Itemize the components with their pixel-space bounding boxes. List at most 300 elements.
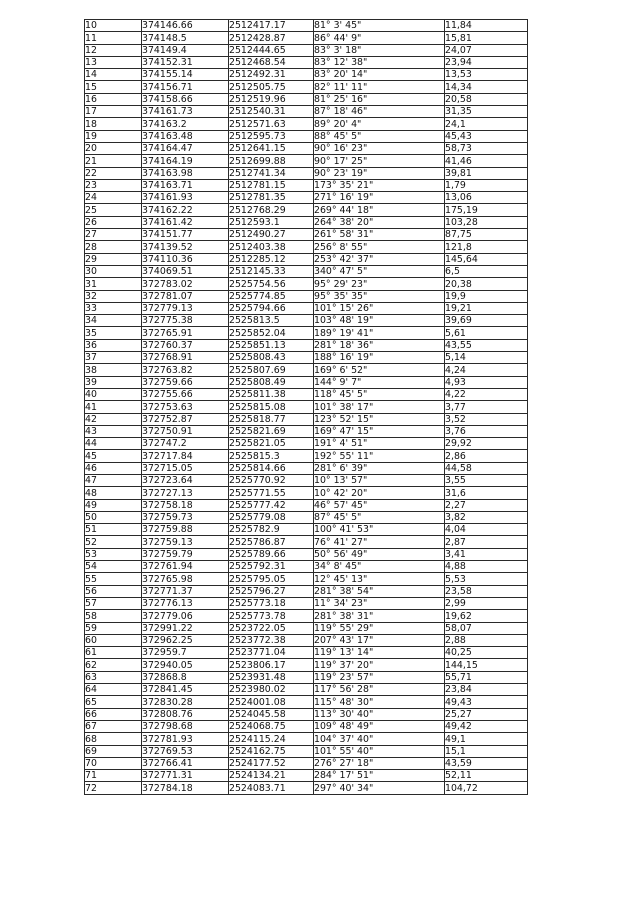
- x-coordinate-cell: 372841.45: [142, 684, 229, 696]
- table-row: [85, 216, 528, 228]
- table-row: [85, 438, 528, 450]
- segment-length-cell: 3,82: [445, 511, 528, 523]
- direction-angle-cell: 261° 58' 31": [314, 229, 445, 241]
- x-coordinate-cell: 372761.94: [142, 561, 229, 573]
- point-number-cell: 50: [85, 511, 142, 523]
- point-number-cell: 39: [85, 376, 142, 388]
- segment-length-cell: 3,41: [445, 548, 528, 560]
- direction-angle-cell: 192° 55' 11": [314, 450, 445, 462]
- x-coordinate-cell: 374156.71: [142, 81, 229, 93]
- segment-length-cell: 104,72: [445, 782, 528, 794]
- table-row: [85, 462, 528, 474]
- y-coordinate-cell: 2525815.3: [229, 450, 314, 462]
- y-coordinate-cell: 2525818.77: [229, 413, 314, 425]
- y-coordinate-cell: 2525779.08: [229, 511, 314, 523]
- x-coordinate-cell: 374163.2: [142, 118, 229, 130]
- table-row: [85, 204, 528, 216]
- x-coordinate-cell: 372784.18: [142, 782, 229, 794]
- segment-length-cell: 49,43: [445, 696, 528, 708]
- direction-angle-cell: 281° 6' 39": [314, 462, 445, 474]
- point-number-cell: 24: [85, 192, 142, 204]
- x-coordinate-cell: 374162.22: [142, 204, 229, 216]
- table-row: [85, 696, 528, 708]
- segment-length-cell: 87,75: [445, 229, 528, 241]
- point-number-cell: 46: [85, 462, 142, 474]
- point-number-cell: 35: [85, 327, 142, 339]
- direction-angle-cell: 83° 20' 14": [314, 69, 445, 81]
- y-coordinate-cell: 2525777.42: [229, 499, 314, 511]
- direction-angle-cell: 86° 44' 9": [314, 32, 445, 44]
- point-number-cell: 48: [85, 487, 142, 499]
- segment-length-cell: 3,52: [445, 413, 528, 425]
- point-number-cell: 61: [85, 647, 142, 659]
- x-coordinate-cell: 374152.31: [142, 56, 229, 68]
- table-row: [85, 155, 528, 167]
- y-coordinate-cell: 2512781.15: [229, 179, 314, 191]
- segment-length-cell: 31,35: [445, 106, 528, 118]
- y-coordinate-cell: 2525821.69: [229, 425, 314, 437]
- x-coordinate-cell: 374110.36: [142, 253, 229, 265]
- direction-angle-cell: 271° 16' 19": [314, 192, 445, 204]
- y-coordinate-cell: 2525773.78: [229, 610, 314, 622]
- segment-length-cell: 41,46: [445, 155, 528, 167]
- x-coordinate-cell: 374164.47: [142, 142, 229, 154]
- segment-length-cell: 144,15: [445, 659, 528, 671]
- y-coordinate-cell: 2512492.31: [229, 69, 314, 81]
- segment-length-cell: 19,62: [445, 610, 528, 622]
- table-row: [85, 327, 528, 339]
- point-number-cell: 34: [85, 315, 142, 327]
- y-coordinate-cell: 2525814.66: [229, 462, 314, 474]
- table-row: [85, 622, 528, 634]
- point-number-cell: 16: [85, 93, 142, 105]
- point-number-cell: 19: [85, 130, 142, 142]
- segment-length-cell: 20,38: [445, 278, 528, 290]
- x-coordinate-cell: 372727.13: [142, 487, 229, 499]
- y-coordinate-cell: 2525795.05: [229, 573, 314, 585]
- segment-length-cell: 13,06: [445, 192, 528, 204]
- point-number-cell: 51: [85, 524, 142, 536]
- point-number-cell: 33: [85, 302, 142, 314]
- y-coordinate-cell: 2524162.75: [229, 745, 314, 757]
- y-coordinate-cell: 2525782.9: [229, 524, 314, 536]
- direction-angle-cell: 95° 35' 35": [314, 290, 445, 302]
- y-coordinate-cell: 2512285.12: [229, 253, 314, 265]
- table-row: [85, 671, 528, 683]
- point-number-cell: 62: [85, 659, 142, 671]
- y-coordinate-cell: 2525811.38: [229, 388, 314, 400]
- x-coordinate-cell: 372759.13: [142, 536, 229, 548]
- direction-angle-cell: 83° 3' 18": [314, 44, 445, 56]
- x-coordinate-cell: 372781.07: [142, 290, 229, 302]
- segment-length-cell: 24,07: [445, 44, 528, 56]
- point-number-cell: 28: [85, 241, 142, 253]
- table-row: [85, 708, 528, 720]
- table-row: [85, 634, 528, 646]
- point-number-cell: 13: [85, 56, 142, 68]
- direction-angle-cell: 119° 23' 57": [314, 671, 445, 683]
- direction-angle-cell: 10° 13' 57": [314, 474, 445, 486]
- segment-length-cell: 4,22: [445, 388, 528, 400]
- x-coordinate-cell: 372779.06: [142, 610, 229, 622]
- table-row: [85, 229, 528, 241]
- direction-angle-cell: 144° 9' 7": [314, 376, 445, 388]
- segment-length-cell: 5,53: [445, 573, 528, 585]
- direction-angle-cell: 89° 20' 4": [314, 118, 445, 130]
- direction-angle-cell: 264° 38' 20": [314, 216, 445, 228]
- segment-length-cell: 43,59: [445, 757, 528, 769]
- segment-length-cell: 175,19: [445, 204, 528, 216]
- y-coordinate-cell: 2523931.48: [229, 671, 314, 683]
- x-coordinate-cell: 374069.51: [142, 265, 229, 277]
- y-coordinate-cell: 2525852.04: [229, 327, 314, 339]
- table-row: [85, 425, 528, 437]
- table-row: [85, 93, 528, 105]
- direction-angle-cell: 101° 55' 40": [314, 745, 445, 757]
- table-row: [85, 757, 528, 769]
- direction-angle-cell: 34° 8' 45": [314, 561, 445, 573]
- y-coordinate-cell: 2512699.88: [229, 155, 314, 167]
- point-number-cell: 14: [85, 69, 142, 81]
- point-number-cell: 31: [85, 278, 142, 290]
- point-number-cell: 21: [85, 155, 142, 167]
- table-row: [85, 364, 528, 376]
- y-coordinate-cell: 2525771.55: [229, 487, 314, 499]
- direction-angle-cell: 100° 41' 53": [314, 524, 445, 536]
- point-number-cell: 57: [85, 597, 142, 609]
- x-coordinate-cell: 374161.42: [142, 216, 229, 228]
- table-row: [85, 450, 528, 462]
- y-coordinate-cell: 2525796.27: [229, 585, 314, 597]
- direction-angle-cell: 189° 19' 41": [314, 327, 445, 339]
- direction-angle-cell: 12° 45' 13": [314, 573, 445, 585]
- x-coordinate-cell: 372775.38: [142, 315, 229, 327]
- x-coordinate-cell: 372759.73: [142, 511, 229, 523]
- direction-angle-cell: 253° 42' 37": [314, 253, 445, 265]
- y-coordinate-cell: 2512505.75: [229, 81, 314, 93]
- x-coordinate-cell: 372759.79: [142, 548, 229, 560]
- coordinates-table: [84, 19, 528, 795]
- segment-length-cell: 31,6: [445, 487, 528, 499]
- y-coordinate-cell: 2525808.49: [229, 376, 314, 388]
- point-number-cell: 44: [85, 438, 142, 450]
- y-coordinate-cell: 2524068.75: [229, 720, 314, 732]
- table-row: [85, 167, 528, 179]
- y-coordinate-cell: 2524177.52: [229, 757, 314, 769]
- segment-length-cell: 103,28: [445, 216, 528, 228]
- x-coordinate-cell: 372766.41: [142, 757, 229, 769]
- direction-angle-cell: 256° 8' 55": [314, 241, 445, 253]
- direction-angle-cell: 81° 25' 16": [314, 93, 445, 105]
- point-number-cell: 52: [85, 536, 142, 548]
- direction-angle-cell: 115° 48' 30": [314, 696, 445, 708]
- point-number-cell: 59: [85, 622, 142, 634]
- y-coordinate-cell: 2523772.38: [229, 634, 314, 646]
- point-number-cell: 29: [85, 253, 142, 265]
- table-row: [85, 585, 528, 597]
- y-coordinate-cell: 2525789.66: [229, 548, 314, 560]
- table-row: [85, 733, 528, 745]
- y-coordinate-cell: 2512145.33: [229, 265, 314, 277]
- x-coordinate-cell: 372779.13: [142, 302, 229, 314]
- table-row: [85, 610, 528, 622]
- direction-angle-cell: 46° 57' 45": [314, 499, 445, 511]
- y-coordinate-cell: 2512417.17: [229, 20, 314, 32]
- segment-length-cell: 19,21: [445, 302, 528, 314]
- segment-length-cell: 25,27: [445, 708, 528, 720]
- y-coordinate-cell: 2512403.38: [229, 241, 314, 253]
- segment-length-cell: 55,71: [445, 671, 528, 683]
- direction-angle-cell: 191° 4' 51": [314, 438, 445, 450]
- x-coordinate-cell: 372717.84: [142, 450, 229, 462]
- direction-angle-cell: 281° 18' 36": [314, 339, 445, 351]
- point-number-cell: 37: [85, 352, 142, 364]
- table-row: [85, 302, 528, 314]
- direction-angle-cell: 284° 17' 51": [314, 770, 445, 782]
- segment-length-cell: 19,9: [445, 290, 528, 302]
- x-coordinate-cell: 374139.52: [142, 241, 229, 253]
- x-coordinate-cell: 374163.98: [142, 167, 229, 179]
- point-number-cell: 12: [85, 44, 142, 56]
- x-coordinate-cell: 374163.48: [142, 130, 229, 142]
- point-number-cell: 41: [85, 401, 142, 413]
- x-coordinate-cell: 372750.91: [142, 425, 229, 437]
- point-number-cell: 38: [85, 364, 142, 376]
- segment-length-cell: 2,86: [445, 450, 528, 462]
- table-row: [85, 684, 528, 696]
- direction-angle-cell: 281° 38' 31": [314, 610, 445, 622]
- y-coordinate-cell: 2525821.05: [229, 438, 314, 450]
- y-coordinate-cell: 2525770.92: [229, 474, 314, 486]
- table-row: [85, 659, 528, 671]
- table-row: [85, 192, 528, 204]
- table-row: [85, 770, 528, 782]
- coordinates-table-body: [85, 20, 528, 795]
- direction-angle-cell: 87° 45' 5": [314, 511, 445, 523]
- direction-angle-cell: 10° 42' 20": [314, 487, 445, 499]
- x-coordinate-cell: 372752.87: [142, 413, 229, 425]
- direction-angle-cell: 50° 56' 49": [314, 548, 445, 560]
- y-coordinate-cell: 2525851.13: [229, 339, 314, 351]
- table-row: [85, 401, 528, 413]
- segment-length-cell: 15,1: [445, 745, 528, 757]
- segment-length-cell: 2,27: [445, 499, 528, 511]
- x-coordinate-cell: 374146.66: [142, 20, 229, 32]
- point-number-cell: 64: [85, 684, 142, 696]
- point-number-cell: 70: [85, 757, 142, 769]
- y-coordinate-cell: 2523771.04: [229, 647, 314, 659]
- x-coordinate-cell: 374164.19: [142, 155, 229, 167]
- x-coordinate-cell: 374158.66: [142, 93, 229, 105]
- x-coordinate-cell: 372759.66: [142, 376, 229, 388]
- point-number-cell: 43: [85, 425, 142, 437]
- direction-angle-cell: 104° 37' 40": [314, 733, 445, 745]
- segment-length-cell: 2,88: [445, 634, 528, 646]
- direction-angle-cell: 90° 16' 23": [314, 142, 445, 154]
- y-coordinate-cell: 2525792.31: [229, 561, 314, 573]
- point-number-cell: 54: [85, 561, 142, 573]
- point-number-cell: 40: [85, 388, 142, 400]
- segment-length-cell: 6,5: [445, 265, 528, 277]
- table-row: [85, 573, 528, 585]
- point-number-cell: 15: [85, 81, 142, 93]
- x-coordinate-cell: 372768.91: [142, 352, 229, 364]
- x-coordinate-cell: 372769.53: [142, 745, 229, 757]
- segment-length-cell: 58,73: [445, 142, 528, 154]
- x-coordinate-cell: 372830.28: [142, 696, 229, 708]
- table-row: [85, 106, 528, 118]
- segment-length-cell: 4,24: [445, 364, 528, 376]
- direction-angle-cell: 119° 55' 29": [314, 622, 445, 634]
- x-coordinate-cell: 372783.02: [142, 278, 229, 290]
- x-coordinate-cell: 374161.73: [142, 106, 229, 118]
- x-coordinate-cell: 372868.8: [142, 671, 229, 683]
- x-coordinate-cell: 374148.5: [142, 32, 229, 44]
- point-number-cell: 25: [85, 204, 142, 216]
- point-number-cell: 17: [85, 106, 142, 118]
- x-coordinate-cell: 372940.05: [142, 659, 229, 671]
- segment-length-cell: 5,14: [445, 352, 528, 364]
- point-number-cell: 71: [85, 770, 142, 782]
- x-coordinate-cell: 374161.93: [142, 192, 229, 204]
- segment-length-cell: 49,42: [445, 720, 528, 732]
- x-coordinate-cell: 372991.22: [142, 622, 229, 634]
- x-coordinate-cell: 372765.91: [142, 327, 229, 339]
- table-row: [85, 278, 528, 290]
- segment-length-cell: 43,55: [445, 339, 528, 351]
- x-coordinate-cell: 372798.68: [142, 720, 229, 732]
- segment-length-cell: 4,93: [445, 376, 528, 388]
- direction-angle-cell: 88° 45' 5": [314, 130, 445, 142]
- x-coordinate-cell: 372759.88: [142, 524, 229, 536]
- point-number-cell: 49: [85, 499, 142, 511]
- y-coordinate-cell: 2523722.05: [229, 622, 314, 634]
- segment-length-cell: 23,84: [445, 684, 528, 696]
- table-row: [85, 339, 528, 351]
- point-number-cell: 20: [85, 142, 142, 154]
- table-row: [85, 253, 528, 265]
- x-coordinate-cell: 374163.71: [142, 179, 229, 191]
- point-number-cell: 67: [85, 720, 142, 732]
- direction-angle-cell: 11° 34' 23": [314, 597, 445, 609]
- point-number-cell: 56: [85, 585, 142, 597]
- segment-length-cell: 58,07: [445, 622, 528, 634]
- segment-length-cell: 121,8: [445, 241, 528, 253]
- x-coordinate-cell: 372959.7: [142, 647, 229, 659]
- y-coordinate-cell: 2524115.24: [229, 733, 314, 745]
- direction-angle-cell: 173° 35' 21": [314, 179, 445, 191]
- direction-angle-cell: 169° 6' 52": [314, 364, 445, 376]
- table-row: [85, 474, 528, 486]
- table-row: [85, 315, 528, 327]
- point-number-cell: 58: [85, 610, 142, 622]
- y-coordinate-cell: 2512593.1: [229, 216, 314, 228]
- y-coordinate-cell: 2512641.15: [229, 142, 314, 154]
- table-row: [85, 647, 528, 659]
- segment-length-cell: 2,99: [445, 597, 528, 609]
- segment-length-cell: 14,34: [445, 81, 528, 93]
- direction-angle-cell: 118° 45' 5": [314, 388, 445, 400]
- x-coordinate-cell: 372723.64: [142, 474, 229, 486]
- direction-angle-cell: 113° 30' 40": [314, 708, 445, 720]
- table-row: [85, 511, 528, 523]
- y-coordinate-cell: 2523806.17: [229, 659, 314, 671]
- segment-length-cell: 45,43: [445, 130, 528, 142]
- table-row: [85, 561, 528, 573]
- x-coordinate-cell: 372765.98: [142, 573, 229, 585]
- point-number-cell: 45: [85, 450, 142, 462]
- segment-length-cell: 145,64: [445, 253, 528, 265]
- direction-angle-cell: 297° 40' 34": [314, 782, 445, 794]
- y-coordinate-cell: 2524134.21: [229, 770, 314, 782]
- direction-angle-cell: 188° 16' 19": [314, 352, 445, 364]
- segment-length-cell: 15,81: [445, 32, 528, 44]
- table-row: [85, 81, 528, 93]
- direction-angle-cell: 269° 44' 18": [314, 204, 445, 216]
- segment-length-cell: 1,79: [445, 179, 528, 191]
- table-row: [85, 20, 528, 32]
- x-coordinate-cell: 372760.37: [142, 339, 229, 351]
- point-number-cell: 66: [85, 708, 142, 720]
- direction-angle-cell: 207° 43' 17": [314, 634, 445, 646]
- point-number-cell: 69: [85, 745, 142, 757]
- table-row: [85, 69, 528, 81]
- segment-length-cell: 3,77: [445, 401, 528, 413]
- table-row: [85, 130, 528, 142]
- y-coordinate-cell: 2512571.63: [229, 118, 314, 130]
- point-number-cell: 47: [85, 474, 142, 486]
- segment-length-cell: 49,1: [445, 733, 528, 745]
- x-coordinate-cell: 374155.14: [142, 69, 229, 81]
- y-coordinate-cell: 2512768.29: [229, 204, 314, 216]
- direction-angle-cell: 117° 56' 28": [314, 684, 445, 696]
- direction-angle-cell: 101° 15' 26": [314, 302, 445, 314]
- point-number-cell: 22: [85, 167, 142, 179]
- x-coordinate-cell: 372747.2: [142, 438, 229, 450]
- point-number-cell: 72: [85, 782, 142, 794]
- segment-length-cell: 13,53: [445, 69, 528, 81]
- y-coordinate-cell: 2512519.96: [229, 93, 314, 105]
- table-row: [85, 142, 528, 154]
- table-row: [85, 720, 528, 732]
- segment-length-cell: 39,69: [445, 315, 528, 327]
- direction-angle-cell: 123° 52' 15": [314, 413, 445, 425]
- x-coordinate-cell: 372771.37: [142, 585, 229, 597]
- table-row: [85, 536, 528, 548]
- y-coordinate-cell: 2512781.35: [229, 192, 314, 204]
- point-number-cell: 63: [85, 671, 142, 683]
- table-row: [85, 32, 528, 44]
- direction-angle-cell: 83° 12' 38": [314, 56, 445, 68]
- segment-length-cell: 23,94: [445, 56, 528, 68]
- table-row: [85, 56, 528, 68]
- point-number-cell: 36: [85, 339, 142, 351]
- point-number-cell: 55: [85, 573, 142, 585]
- x-coordinate-cell: 372758.18: [142, 499, 229, 511]
- direction-angle-cell: 119° 37' 20": [314, 659, 445, 671]
- y-coordinate-cell: 2512741.34: [229, 167, 314, 179]
- direction-angle-cell: 101° 38' 17": [314, 401, 445, 413]
- y-coordinate-cell: 2512468.54: [229, 56, 314, 68]
- y-coordinate-cell: 2525786.87: [229, 536, 314, 548]
- point-number-cell: 53: [85, 548, 142, 560]
- x-coordinate-cell: 374149.4: [142, 44, 229, 56]
- table-row: [85, 352, 528, 364]
- y-coordinate-cell: 2523980.02: [229, 684, 314, 696]
- table-row: [85, 548, 528, 560]
- point-number-cell: 30: [85, 265, 142, 277]
- direction-angle-cell: 95° 29' 23": [314, 278, 445, 290]
